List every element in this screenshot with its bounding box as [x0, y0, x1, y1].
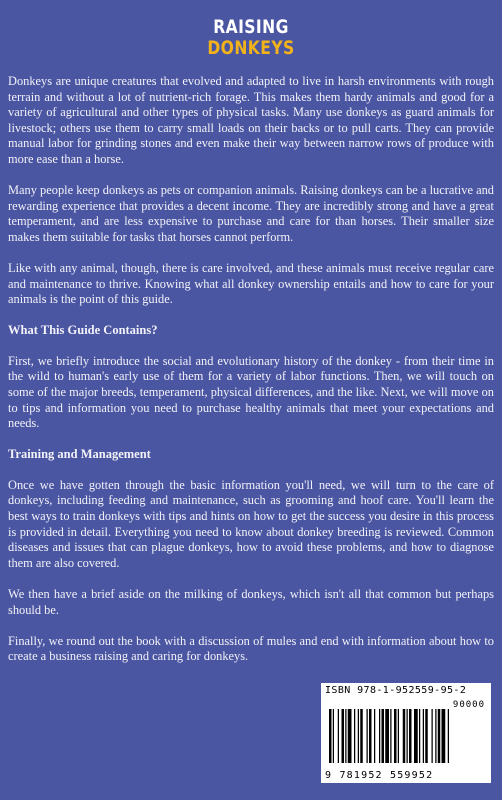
title-line-1: RAISING — [213, 16, 289, 38]
paragraph-training: Once we have gotten through the basic information you'll need, we will turn to the care of donkeys, including feeding and maintenance, such as grooming and hoof care. You'll learn the best ways to train donkeys with tips and hints on how to get the success you desire in this process is provided in detail. Everything you need to know about donkey breeding is reviewed. Common diseases and issues that can plague donkeys, how to avoid these problems, and how to diagnose them are also covered. — [8, 477, 494, 570]
paragraph-history: First, we briefly introduce the social and evolutionary history of the donkey - from their time in the wild to human's early use of them for a variety of labor functions. Then, we will touch on some of the major breeds, temperament, physical differences, and the like. Next, we will move on to tips and information you need to purchase healthy animals that meet your expectations and needs. — [8, 353, 494, 431]
isbn-label: ISBN 978-1-952559-95-2 — [325, 685, 467, 696]
ean-digits: 9 781952 559952 — [325, 770, 434, 781]
isbn-barcode — [321, 683, 491, 783]
paragraph-care: Like with any animal, though, there is care involved, and these animals must receive regular care and maintenance to thrive. Knowing what all donkey ownership entails and how to care for your animals is the point of this guide. — [8, 260, 494, 307]
price-code: 90000 — [452, 700, 485, 710]
heading-guide-contents: What This Guide Contains? — [8, 323, 158, 338]
heading-training: Training and Management — [8, 447, 151, 462]
barcode-bars — [327, 709, 485, 763]
book-title — [0, 17, 502, 59]
paragraph-mules: Finally, we round out the book with a discussion of mules and end with information about how to create a business raising and caring for donkeys. — [8, 633, 494, 664]
paragraph-intro: Donkeys are unique creatures that evolved and adapted to live in harsh environments with rough terrain and without a lot of nutrient-rich forage. This makes them hardy animals and good for a variety of agricultural and other types of physical tasks. Many use donkeys as guard animals for livestock; others use them to carry small loads on their backs or to pull carts. They can provide manual labor for grinding stones and even make their way between narrow rows of produce with more ease than a horse. — [8, 74, 494, 166]
paragraph-pets: Many people keep donkeys as pets or companion animals. Raising donkeys can be a lucrative and rewarding experience that provides a decent income. They are incredibly strong and have a great temperament, and are less expensive to purchase and care for than horses. Their smaller size makes them suitable for tasks that horses cannot perform. — [8, 183, 494, 244]
paragraph-milking: We then have a brief aside on the milking of donkeys, which isn't all that common but perhaps should be. — [8, 586, 494, 617]
title-line-2: DONKEYS — [207, 37, 295, 59]
back-cover-text — [8, 74, 494, 680]
